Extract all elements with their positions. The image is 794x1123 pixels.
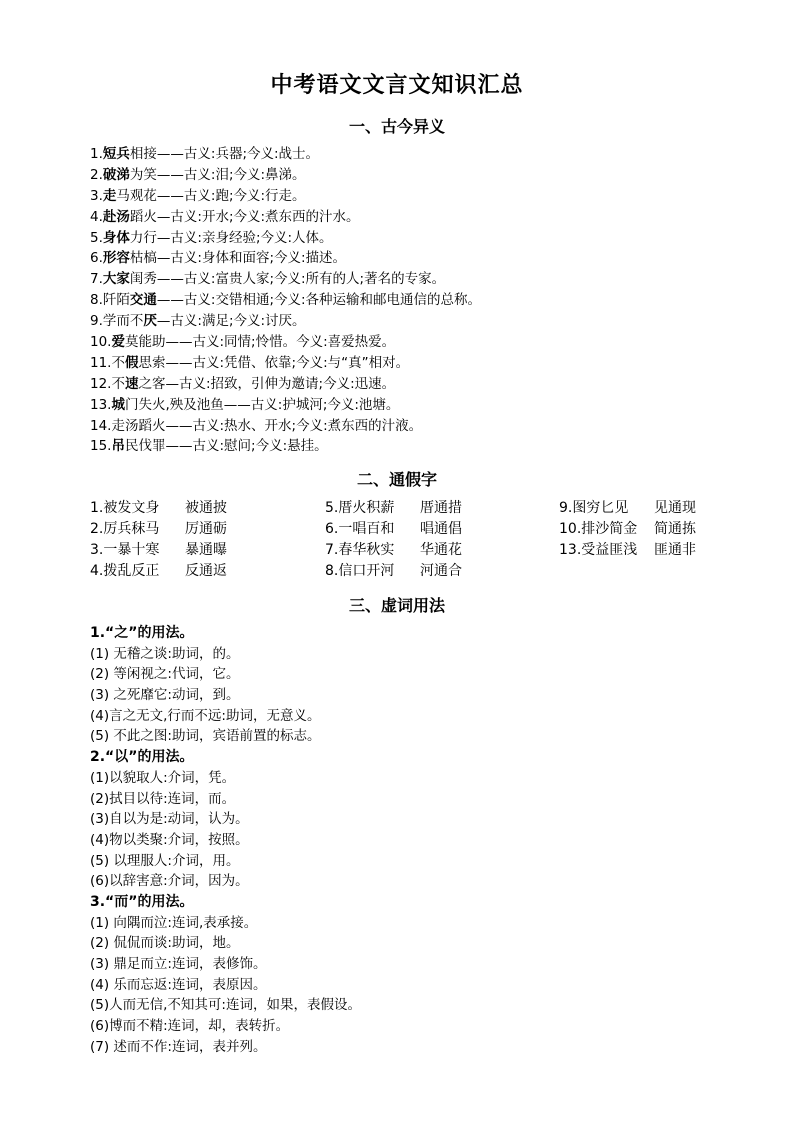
list-item: 9.学而不厌—古义:满足;今义:讨厌。 (90, 313, 306, 330)
list-item: 11.不假思索——古义:凭借、依靠;今义:与“真”相对。 (90, 354, 410, 371)
list-item: 1.短兵相接——古义:兵器;今义:战士。 (90, 146, 320, 162)
list-item: 6.形容枯槁—古义:身体和面容;今义:描述。 (90, 250, 347, 267)
list-item: 8.信口开河 河通合 (325, 563, 462, 579)
list-item: (4) 乐而忘返:连词，表原因。 (90, 976, 267, 993)
list-item: (4)言之无文,行而不远:助词，无意义。 (90, 707, 321, 724)
list-item: (1)以貌取人:介词，凭。 (90, 769, 236, 786)
list-item: (3)自以为是:动词，认为。 (90, 811, 249, 828)
section-heading-tongjiazi: 二、通假字 (356, 470, 437, 489)
list-item: (5) 以理服人:介词，用。 (90, 852, 240, 869)
list-item: 6.一唱百和 唱通倡 (325, 521, 462, 537)
list-item: (3) 鼎足而立:连词，表修饰。 (90, 956, 267, 972)
list-item: (5)人而无信,不知其可:连词，如果，表假设。 (90, 997, 361, 1014)
function-words-list (90, 623, 740, 1057)
ancient-modern-list (90, 144, 740, 457)
list-item: 13.受益匪浅 匪通非 (559, 542, 696, 558)
list-item: (1) 无稽之谈:助词，的。 (90, 645, 240, 662)
list-item: 7.大家闺秀——古义:富贵人家;今义:所有的人;著名的专家。 (90, 271, 446, 288)
list-item: 14.走汤蹈火——古义:热水、开水;今义:煮东西的汁液。 (90, 417, 423, 434)
list-item: 3.走马观花——古义:跑;今义:行走。 (90, 187, 306, 204)
subsection-title: 1.“之”的用法。 (90, 625, 194, 641)
list-item: 8.阡陌交通——古义:交错相通;今义:各种运输和邮电通信的总称。 (90, 292, 482, 309)
list-item: 12.不速之客—古义:招致，引伸为邀请;今义:迅速。 (90, 375, 396, 392)
list-item: (2) 等闲视之:代词，它。 (90, 666, 240, 683)
list-item: (3) 之死靡它:动词，到。 (90, 687, 240, 704)
list-item: (2)拭目以待:连词，而。 (90, 790, 236, 807)
list-item: 2.厉兵秣马 厉通砺 (90, 521, 227, 537)
section-heading-function-words: 三、虚词用法 (348, 596, 445, 615)
list-item: 3.一暴十寒 暴通曝 (90, 542, 227, 558)
list-item: 10.爱莫能助——古义:同情;怜惜。今义:喜爱热爱。 (90, 334, 396, 351)
tongjiazi-column-2 (325, 498, 555, 582)
tongjiazi-column-1 (90, 498, 320, 582)
list-item: 7.春华秋实 华通花 (325, 542, 462, 558)
list-item: (6)以辞害意:介词，因为。 (90, 873, 249, 890)
list-item: 2.破涕为笑——古义:泪;今义:鼻涕。 (90, 166, 306, 183)
list-item: 13.城门失火,殃及池鱼——古义:护城河;今义:池塘。 (90, 396, 400, 413)
list-item: 9.图穷匕见 见通现 (559, 500, 696, 516)
list-item: (1) 向隅而泣:连词,表承接。 (90, 914, 258, 931)
list-item: 5.厝火积薪 厝通措 (325, 500, 462, 516)
list-item: 10.排沙简金 简通拣 (559, 521, 696, 537)
list-item: (7) 述而不作:连词，表并列。 (90, 1038, 267, 1055)
list-item: (2) 侃侃而谈:助词，地。 (90, 935, 240, 952)
section-heading-ancient-modern: 一、古今异义 (348, 117, 445, 136)
list-item: 4.赴汤蹈火—古义:开水;今义:煮东西的汁水。 (90, 208, 360, 225)
page-title: 中考语文文言文知识汇总 (270, 73, 524, 98)
list-item: 4.拨乱反正 反通返 (90, 563, 227, 579)
list-item: 15.吊民伐罪——古义:慰问;今义:悬挂。 (90, 438, 328, 455)
list-item: 1.被发文身 被通披 (90, 500, 227, 516)
subsection-title: 2.“以”的用法。 (90, 749, 194, 766)
list-item: (4)物以类聚:介词，按照。 (90, 831, 249, 848)
tongjiazi-column-3 (559, 498, 789, 561)
list-item: (6)博而不精:连词，却，表转折。 (90, 1018, 290, 1035)
subsection-title: 3.“而”的用法。 (90, 893, 194, 910)
list-item: (5) 不此之图:助词，宾语前置的标志。 (90, 728, 321, 745)
list-item: 5.身体力行—古义:亲身经验;今义:人体。 (90, 229, 333, 246)
